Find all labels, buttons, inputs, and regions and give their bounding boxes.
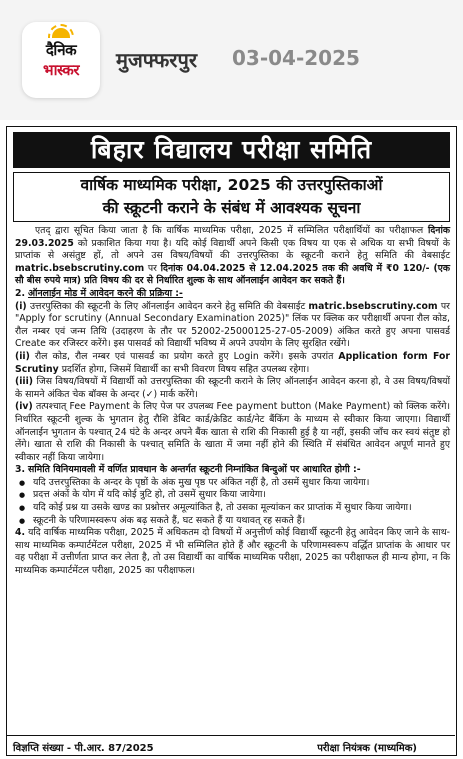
step-iv-label: (iv) (15, 401, 33, 413)
scrutiny-bullet-2: ● प्रदत्त अंकों के योग में यदि कोई त्रुटि हो, तो उसमें सुधार किया जायेगा। (15, 489, 450, 502)
notice-banner-title: बिहार विद्यालय परीक्षा समिति (13, 132, 450, 168)
step-iv (15, 401, 450, 464)
dainik-bhaskar-logo (22, 22, 100, 98)
logo-text-bhaskar: भास्कर (43, 61, 79, 79)
subtitle-line-1: वार्षिक माध्यमिक परीक्षा, 2025 की उत्तरपुस्तिकाओं (80, 176, 383, 194)
section-3-number: 3. (15, 464, 26, 476)
step-iii-text: जिस विषय/विषयों में विद्यार्थी को उत्तरपुस्तिका की स्क्रूटनी कराने के लिए ऑनलाईन आवेदन करना हो, वे उस विषय/विषयों के सामने अंकित चेक बॉक्स के अन्दर (✓) मार्क करेंगे। (15, 376, 450, 400)
intro-paragraph (15, 225, 450, 288)
step-ii-text-a: रौल कोड, रौल नम्बर एवं पासवर्ड का प्रयोग करते हुए Login करेंगे। इसके उपरांत (29, 350, 339, 362)
scrutiny-bullet-4: ● स्क्रूटनी के परिणामस्वरूप अंक बढ़ सकते हैं, घट सकते हैं या यथावत् रह सकते हैं। (15, 515, 450, 528)
scrutiny-bullet-3: ● यदि कोई प्रश्न या उसके खण्ड का प्रश्नोत्तर अमूल्यांकित है, तो उसका मूल्यांकन कर प्राप्तांक में सुधार किया जायेगा। (15, 502, 450, 515)
step-i-label: (i) (15, 300, 27, 312)
notice-subtitle (13, 172, 450, 222)
section-3-heading (15, 464, 450, 477)
step-i-website: matric.bsebscrutiny.com (308, 300, 438, 312)
notice-footer (7, 735, 455, 755)
step-ii-text-b: प्रदर्शित होगा, जिसमें विद्यार्थी का सभी विवरण विषय सहित उपलब्ध रहेगा। (58, 363, 310, 375)
step-ii-form-name: Application form For Scrutiny (15, 350, 450, 375)
section-2-heading (15, 288, 450, 301)
section-3-title: समिति विनियमावली में वर्णित प्रावधान के अन्तर्गत स्क्रूटनी निम्नांकित बिन्दुओं पर आधारित होगी :- (27, 464, 361, 476)
scrutiny-bullet-1: ● यदि उत्तरपुस्तिका के अन्दर के पृष्ठों के अंक मुख पृष्ठ पर अंकित नहीं है, तो उसमें सुधार किया जायेगा। (15, 477, 450, 490)
step-i (15, 301, 450, 351)
step-i-text-a: उत्तरपुस्तिका की स्क्रूटनी के लिए ऑनलाईन आवेदन करने हेतु समिति की वेबसाईट (26, 300, 309, 312)
news-header (0, 0, 463, 120)
notice-body (15, 225, 450, 578)
step-iii (15, 376, 450, 401)
subtitle-line-2: की स्क्रूटनी कराने के संबंध में आवश्यक सूचना (102, 199, 361, 217)
intro-website: matric.bsebscrutiny.com (15, 262, 145, 274)
step-iii-label: (iii) (15, 376, 34, 388)
intro-application-dates: दिनांक 04.04.2025 से 12.04.2025 (160, 262, 319, 274)
section-4 (15, 527, 450, 577)
section-2-title: ऑनलाईन मोड में आवेदन करने की प्रक्रिया :- (27, 287, 183, 299)
logo-text-dainik: दैनिक (45, 41, 77, 59)
notice-reference-number: विज्ञप्ति संख्या - पी.आर. 87/2025 (13, 743, 154, 754)
notice-signatory: परीक्षा नियंत्रक (माध्यमिक) (317, 743, 417, 754)
intro-result-date: दिनांक 29.03.2025 (15, 225, 450, 249)
edition-date: 03-04-2025 (232, 46, 360, 70)
section-4-number: 4. (15, 527, 26, 539)
intro-text-b: को प्रकाशित किया गया है। यदि कोई विद्यार्थी अपने किसी एक विषय या एक से अधिक या सभी विषयों के प्राप्तांक से असंतुष्ट हों, तो अपने उस विषय/विषयों की उत्तरपुस्तिका के स्क्रूटनी कराने हेतु समिति की वेबसाईट (15, 237, 450, 262)
step-ii (15, 351, 450, 376)
section-2-number: 2. (15, 287, 26, 299)
step-iv-text: तत्पश्चात् Fee Payment के लिए पेज पर उपलब्ध Fee payment button (Make Payment) को क्लिक करेंगे। निर्धारित स्क्रूटनी शुल्क के भुगतान हेतु रौशि डेबिट कार्ड/क्रेडिट कार्ड/नेट बैंकिंग के माध्यम से स्वीकार किया जाएगा। विद्यार्थी ऑनलाईन भुगतान के पश्चात् 24 घंटे के अन्दर अपने बैंक खाता से राशि की निकासी हुई है या नहीं, इसकी जाँच कर स्वयं संतुष्ट हो लेंगे। खाता से राशि की निकासी के पश्चात् समिति के खाता में जमा नहीं होने की स्थिति में संबंधित आवेदन अपूर्ण मानते हुए स्वीकार नहीं किया जायेगा। (15, 401, 450, 463)
notice-clipping (6, 126, 457, 756)
edition-city: मुजफ्फरपुर (116, 48, 197, 72)
section-4-text: यदि वार्षिक माध्यमिक परीक्षा, 2025 में अधिकतम दो विषयों में अनुत्तीर्ण कोई विद्यार्थी स्क्रूटनी हेतु आवेदन किए जाने के साथ-साथ माध्यमिक कम्पार्टमेंटल परीक्षा, 2025 में भी सम्मिलित होते हैं और स्क्रूटनी के परिणामस्वरूप वर्द्धित प्राप्तांक के आधार पर वह परीक्षा में उत्तीर्णता प्राप्त कर लेता है, तो उस विद्यार्थी का वार्षिक माध्यमिक परीक्षा, 2025 का परीक्षाफल ही मान्य होगा, न कि माध्यमिक कम्पार्टमेंटल परीक्षा, 2025 का परीक्षाफल। (15, 527, 450, 577)
intro-text-d: तक की अवधि में ₹0 120/- (एक सौ बीस रुपये मात्र) प्रति विषय की दर से निर्धारित शुल्क के साथ ऑनलाईन आवेदन कर सकते हैं। (15, 262, 450, 287)
step-ii-label: (ii) (15, 350, 30, 362)
intro-text-a: एतद् द्वारा सूचित किया जाता है कि वार्षिक माध्यमिक परीक्षा, 2025 में सम्मिलित परीक्षार्थियों का परीक्षाफल (35, 225, 428, 236)
step-i-text-b: पर "Apply for scrutiny (Annual Secondary Examination 2025)" लिंक पर क्लिक कर परीक्षार्थी अपना रौल कोड, रौल नम्बर एवं जन्म तिथि (उदाहरण के तौर पर 52002-25000125-27-05-2009) अंकित करते हुए अपना पासवर्ड Create कर रजिस्टर करेंगे। इस पासवर्ड को विद्यार्थी भविष्य में अपने उपयोग के लिए सुरक्षित रखेंगे। (15, 300, 450, 350)
intro-text-c: पर (144, 262, 161, 274)
